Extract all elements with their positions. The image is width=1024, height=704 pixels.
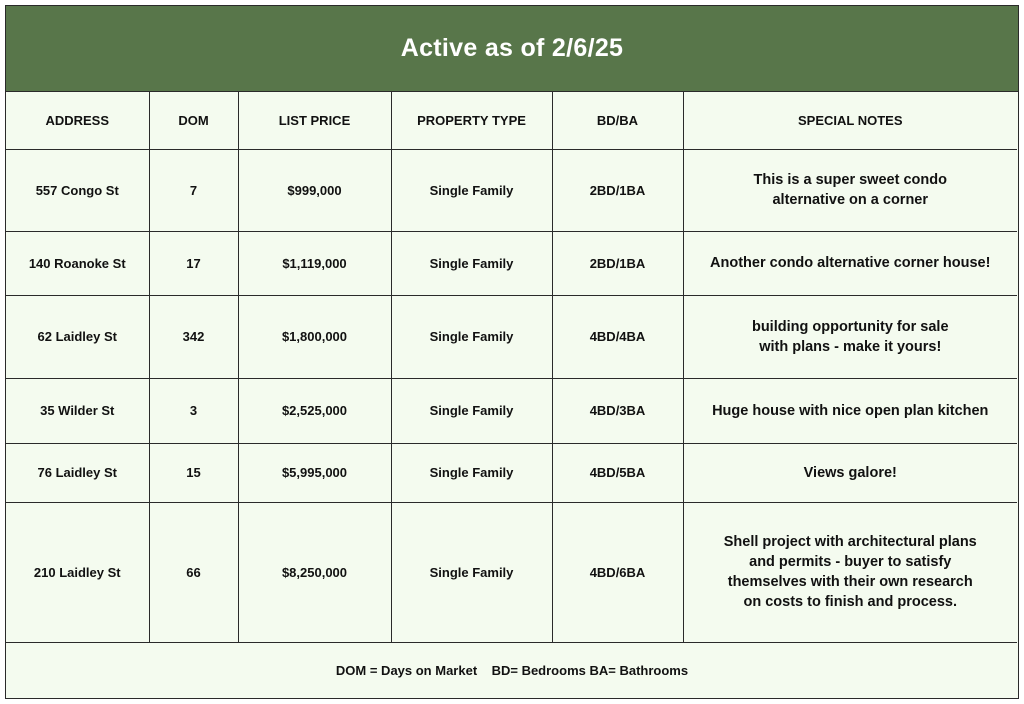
- legend-footer: [6, 642, 1018, 698]
- note-text: building opportunity for sale with plans - make it yours!: [751, 318, 949, 355]
- table-row: [6, 502, 1017, 642]
- cell-property-type: Single Family: [391, 443, 552, 502]
- cell-list-price: $1,119,000: [238, 231, 391, 295]
- listings-table: [6, 92, 1017, 643]
- cell-property-type: Single Family: [391, 149, 552, 231]
- cell-property-type: Single Family: [391, 502, 552, 642]
- cell-special-notes: [683, 231, 1017, 295]
- cell-list-price: $8,250,000: [238, 502, 391, 642]
- cell-bd-ba: 4BD/5BA: [552, 443, 683, 502]
- table-row: [6, 149, 1017, 231]
- note-text: Another condo alternative corner house!: [710, 255, 991, 271]
- cell-special-notes: [683, 149, 1017, 231]
- table-row: [6, 231, 1017, 295]
- cell-property-type: Single Family: [391, 295, 552, 378]
- cell-dom: 342: [149, 295, 238, 378]
- table-row: [6, 378, 1017, 443]
- column-header-bd-ba: BD/BA: [552, 92, 683, 149]
- table-header-row: [6, 92, 1017, 149]
- note-text: Views galore!: [803, 464, 897, 481]
- cell-list-price: $999,000: [238, 149, 391, 231]
- cell-bd-ba: 2BD/1BA: [552, 149, 683, 231]
- column-header-address: ADDRESS: [6, 92, 149, 149]
- column-header-list-price: LIST PRICE: [238, 92, 391, 149]
- cell-bd-ba: 2BD/1BA: [552, 231, 683, 295]
- cell-special-notes: [683, 443, 1017, 502]
- cell-address: 62 Laidley St: [6, 295, 149, 378]
- cell-address: 210 Laidley St: [6, 502, 149, 642]
- column-header-dom: DOM: [149, 92, 238, 149]
- cell-address: 557 Congo St: [6, 149, 149, 231]
- cell-dom: 15: [149, 443, 238, 502]
- page-title: Active as of 2/6/25: [400, 34, 624, 62]
- column-header-special-notes: SPECIAL NOTES: [683, 92, 1017, 149]
- cell-dom: 66: [149, 502, 238, 642]
- cell-dom: 3: [149, 378, 238, 443]
- cell-property-type: Single Family: [391, 378, 552, 443]
- cell-property-type: Single Family: [391, 231, 552, 295]
- table-row: [6, 295, 1017, 378]
- cell-bd-ba: 4BD/4BA: [552, 295, 683, 378]
- note-text: Huge house with nice open plan kitchen: [712, 402, 989, 419]
- cell-special-notes: [683, 295, 1017, 378]
- cell-list-price: $5,995,000: [238, 443, 391, 502]
- cell-dom: 7: [149, 149, 238, 231]
- table-row: [6, 443, 1017, 502]
- cell-dom: 17: [149, 231, 238, 295]
- title-bar: [6, 6, 1018, 92]
- cell-list-price: $2,525,000: [238, 378, 391, 443]
- cell-list-price: $1,800,000: [238, 295, 391, 378]
- cell-address: 76 Laidley St: [6, 443, 149, 502]
- listings-document: [5, 5, 1019, 699]
- cell-address: 140 Roanoke St: [6, 231, 149, 295]
- note-text: Shell project with architectural plans and permits - buyer to satisfy themselves with their own research on costs to finish and process.: [723, 534, 977, 610]
- column-header-property-type: PROPERTY TYPE: [391, 92, 552, 149]
- cell-bd-ba: 4BD/6BA: [552, 502, 683, 642]
- cell-special-notes: [683, 378, 1017, 443]
- cell-special-notes: [683, 502, 1017, 642]
- cell-bd-ba: 4BD/3BA: [552, 378, 683, 443]
- cell-address: 35 Wilder St: [6, 378, 149, 443]
- note-text: This is a super sweet condo alternative on a corner: [753, 172, 947, 208]
- footer-legend-text: DOM = Days on Market BD= Bedrooms BA= Bathrooms: [335, 662, 689, 678]
